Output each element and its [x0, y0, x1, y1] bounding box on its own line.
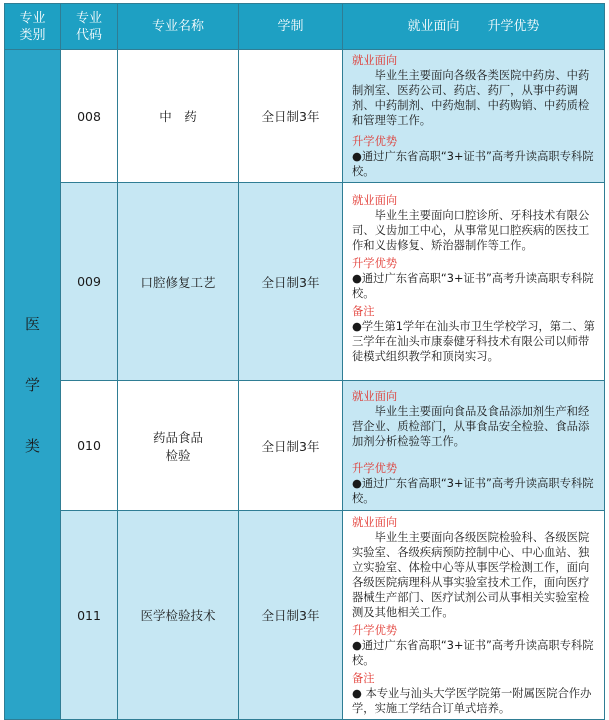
table-row: [5, 50, 605, 183]
note-label: 备注: [352, 305, 375, 318]
header-code: [61, 4, 118, 50]
code-cell: 008: [61, 50, 118, 183]
header-code-line1: 专业: [75, 10, 102, 26]
description-cell: [343, 183, 605, 381]
advantage-text: ●通过广东省高职“3+证书”高考升读高职专科院校。: [352, 150, 594, 178]
advantage-text: ●通过广东省高职“3+证书”高考升读高职专科院校。: [352, 639, 594, 667]
header-employment-advantage: [343, 4, 605, 50]
note-text: ●学生第1学年在汕头市卫生学校学习，第二、第三学年在汕头市康泰健牙科技术有限公司以师带徒模式组织教学和顶岗实习。: [352, 320, 595, 363]
employment-label: 就业面向: [352, 54, 398, 67]
name-cell: [118, 183, 239, 381]
name-line: 口腔修复工艺: [140, 274, 216, 290]
header-category-line2: 类别: [19, 27, 46, 43]
employment-text: 毕业生主要面向各级医院检验科、各级医院实验室、各级疾病预防控制中心、中心血站、独立实验室、体检中心等从事医学检测工作，面向各级医院病理科从事实验室技术工作，面向医疗器械生产部门、医疗试剂公司从事相关实验室检测及其他相关工作。: [352, 531, 590, 619]
code-cell: 011: [61, 511, 118, 720]
employment-text: 毕业生主要面向口腔诊所、牙科技术有限公司、义齿加工中心，从事常见口腔疾病的医技工作和义齿修复、矫治器制作等工作。: [352, 209, 590, 252]
category-char-3: 类: [24, 437, 40, 455]
name-line: 检验: [165, 447, 191, 463]
note-text: ● 本专业与汕头大学医学院第一附属医院合作办学，实施工学结合订单式培养。: [352, 687, 592, 715]
duration-cell: 全日制3年: [239, 511, 343, 720]
header-advantage: 升学优势: [487, 19, 540, 34]
employment-label: 就业面向: [352, 390, 398, 403]
header-category-line1: 专业: [19, 10, 46, 26]
advantage-label: 升学优势: [352, 462, 398, 475]
employment-label: 就业面向: [352, 194, 398, 207]
name-line: 医学检验技术: [140, 608, 216, 623]
code-cell: 010: [61, 381, 118, 511]
advantage-label: 升学优势: [352, 257, 398, 270]
name-cell: [118, 511, 239, 720]
header-name: 专业名称: [118, 4, 239, 50]
description-cell: [343, 50, 605, 183]
employment-text: 毕业生主要面向食品及食品添加剂生产和经营企业、质检部门，从事食品安全检验、食品添加剂分析检验等工作。: [352, 405, 590, 448]
name-line: 药品食品: [152, 429, 203, 445]
category-char-2: 学: [24, 376, 40, 394]
duration-cell: 全日制3年: [239, 183, 343, 381]
code-cell: 009: [61, 183, 118, 381]
category-cell: [5, 50, 61, 720]
advantage-label: 升学优势: [352, 624, 398, 637]
name-line: 中 药: [159, 109, 197, 124]
program-table-container: [4, 3, 605, 720]
program-table: [4, 3, 605, 720]
duration-cell: 全日制3年: [239, 381, 343, 511]
header-employment: 就业面向: [407, 19, 460, 34]
note-label: 备注: [352, 672, 375, 685]
description-cell: [343, 381, 605, 511]
table-header-row: [5, 4, 605, 50]
table-row: [5, 381, 605, 511]
description-cell: [343, 511, 605, 720]
employment-text: 毕业生主要面向各级各类医院中药房、中药制剂室、医药公司、药店、药厂，从事中药调剂、中药制剂、中药炮制、中药购销、中药质检和管理等工作。: [352, 69, 590, 127]
table-row: [5, 511, 605, 720]
advantage-text: ●通过广东省高职“3+证书”高考升读高职专科院校。: [352, 272, 594, 300]
duration-cell: 全日制3年: [239, 50, 343, 183]
advantage-label: 升学优势: [352, 135, 398, 148]
name-cell: [118, 381, 239, 511]
header-code-line2: 代码: [75, 27, 102, 43]
advantage-text: ●通过广东省高职“3+证书”高考升读高职专科院校。: [352, 477, 594, 505]
header-duration: 学制: [239, 4, 343, 50]
employment-label: 就业面向: [352, 516, 398, 529]
category-char-1: 医: [24, 315, 40, 333]
table-row: [5, 183, 605, 381]
header-category: [5, 4, 61, 50]
name-cell: [118, 50, 239, 183]
